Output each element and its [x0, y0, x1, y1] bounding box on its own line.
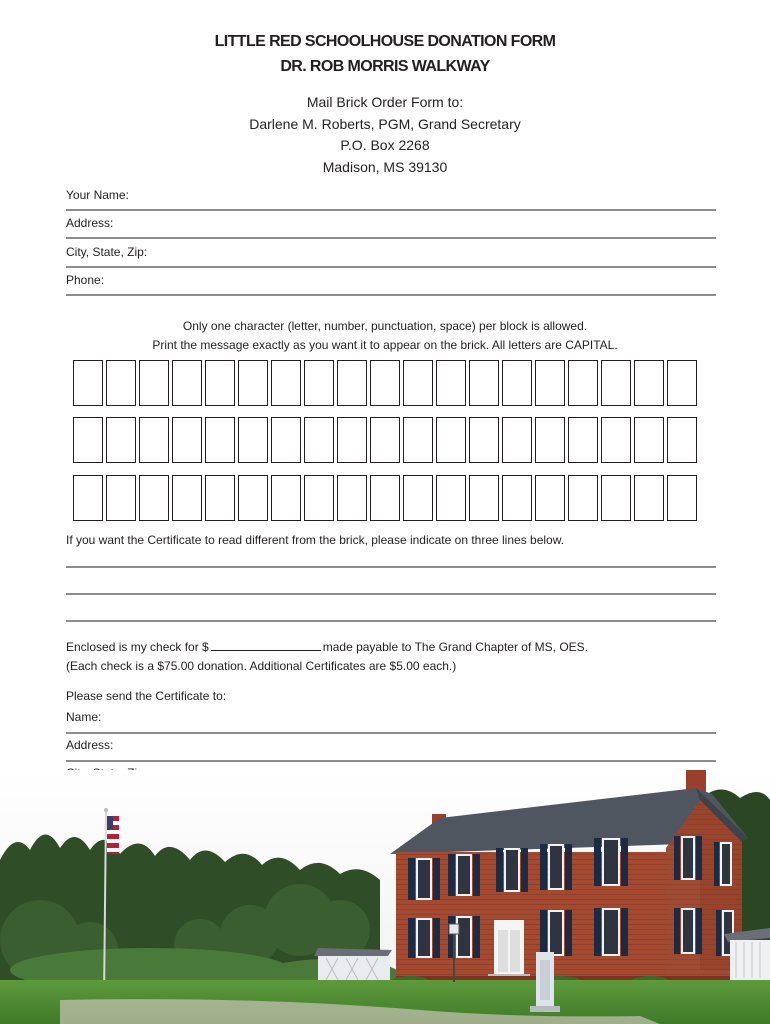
brick-character-box[interactable]: [106, 475, 136, 521]
mail-to-heading: Mail Brick Order Form to:: [306, 94, 464, 110]
your-name-line: [66, 209, 716, 211]
brick-character-box[interactable]: [667, 475, 697, 521]
brick-character-box[interactable]: [535, 417, 565, 463]
address-line: [66, 237, 716, 239]
brick-character-box[interactable]: [271, 417, 301, 463]
phone-line: [66, 294, 716, 296]
form-title: LITTLE RED SCHOOLHOUSE DONATION FORM: [214, 33, 556, 50]
brick-character-box[interactable]: [436, 417, 466, 463]
brick-row-2: [73, 417, 697, 463]
brick-character-box[interactable]: [271, 360, 301, 406]
brick-character-box[interactable]: [370, 360, 400, 406]
brick-character-box[interactable]: [601, 475, 631, 521]
brick-character-box[interactable]: [469, 360, 499, 406]
brick-character-box[interactable]: [271, 475, 301, 521]
city-state-zip-label: City, State, Zip:: [66, 245, 148, 259]
brick-character-box[interactable]: [535, 360, 565, 406]
brick-character-box[interactable]: [238, 360, 268, 406]
brick-character-box[interactable]: [106, 360, 136, 406]
mail-to-block: [0, 92, 770, 179]
brick-character-box[interactable]: [205, 475, 235, 521]
brick-character-box[interactable]: [403, 417, 433, 463]
brick-character-box[interactable]: [172, 417, 202, 463]
brick-row-1: [73, 360, 697, 406]
brick-character-box[interactable]: [502, 417, 532, 463]
brick-character-box[interactable]: [634, 360, 664, 406]
brick-character-box[interactable]: [634, 417, 664, 463]
brick-character-box[interactable]: [73, 475, 103, 521]
brick-character-box[interactable]: [172, 360, 202, 406]
payment-suffix: made payable to The Grand Chapter of MS, OES.: [322, 640, 588, 654]
your-name-field[interactable]: [66, 188, 716, 212]
brick-character-box[interactable]: [205, 417, 235, 463]
brick-character-box[interactable]: [370, 417, 400, 463]
brick-character-box[interactable]: [667, 417, 697, 463]
send-to-name-field[interactable]: [66, 710, 716, 734]
brick-character-box[interactable]: [403, 360, 433, 406]
address-field[interactable]: [66, 216, 716, 240]
front-door: [488, 920, 530, 980]
schoolhouse-photo: [0, 770, 770, 1024]
send-to-name-label: Name:: [66, 710, 102, 724]
send-to-name-line: [66, 732, 716, 734]
address-label: Address:: [66, 216, 114, 230]
brick-character-box[interactable]: [502, 360, 532, 406]
brick-character-box[interactable]: [172, 475, 202, 521]
certificate-line-3[interactable]: [66, 620, 716, 622]
payment-note: (Each check is a $75.00 donation. Additional Certificates are $5.00 each.): [66, 659, 457, 673]
brick-character-box[interactable]: [568, 360, 598, 406]
check-amount-blank[interactable]: [211, 639, 321, 651]
brick-character-box[interactable]: [634, 475, 664, 521]
brick-character-box[interactable]: [436, 360, 466, 406]
brick-character-box[interactable]: [139, 475, 169, 521]
brick-character-box[interactable]: [568, 417, 598, 463]
brick-character-box[interactable]: [601, 360, 631, 406]
instruction-line-1: Only one character (letter, number, punctuation, space) per block is allowed.: [182, 319, 588, 333]
payment-line: [66, 639, 588, 654]
brick-character-box[interactable]: [535, 475, 565, 521]
brick-character-box[interactable]: [337, 475, 367, 521]
brick-character-box[interactable]: [238, 475, 268, 521]
brick-character-box[interactable]: [436, 475, 466, 521]
city-state-zip-line: [66, 266, 716, 268]
brick-instructions: [0, 317, 770, 355]
phone-field[interactable]: [66, 273, 716, 297]
mail-to-city: Madison, MS 39130: [322, 159, 448, 176]
brick-character-box[interactable]: [502, 475, 532, 521]
brick-character-box[interactable]: [469, 475, 499, 521]
send-to-address-label: Address:: [66, 738, 114, 752]
certificate-line-1[interactable]: [66, 566, 716, 568]
form-subtitle: DR. ROB MORRIS WALKWAY: [280, 58, 490, 75]
your-name-label: Your Name:: [66, 188, 129, 202]
brick-character-box[interactable]: [403, 475, 433, 521]
certificate-line-2[interactable]: [66, 593, 716, 595]
instruction-line-2: Print the message exactly as you want it to appear on the brick. All letters are CAPITAL.: [152, 338, 618, 352]
brick-character-box[interactable]: [601, 417, 631, 463]
send-to-address-field[interactable]: [66, 738, 716, 762]
brick-character-box[interactable]: [139, 417, 169, 463]
brick-character-box[interactable]: [337, 417, 367, 463]
brick-character-box[interactable]: [469, 417, 499, 463]
brick-character-box[interactable]: [73, 417, 103, 463]
brick-character-box[interactable]: [73, 360, 103, 406]
brick-character-box[interactable]: [370, 475, 400, 521]
city-state-zip-field[interactable]: [66, 245, 716, 269]
payment-prefix: Enclosed is my check for $: [66, 640, 209, 654]
brick-character-box[interactable]: [304, 475, 334, 521]
brick-character-box[interactable]: [106, 417, 136, 463]
mail-to-box: P.O. Box 2268: [340, 137, 430, 154]
brick-character-box[interactable]: [205, 360, 235, 406]
brick-character-box[interactable]: [238, 417, 268, 463]
brick-character-box[interactable]: [667, 360, 697, 406]
phone-label: Phone:: [66, 273, 105, 287]
shed: [314, 948, 392, 982]
brick-character-box[interactable]: [337, 360, 367, 406]
certificate-note: If you want the Certificate to read different from the brick, please indicate on three lines below.: [66, 533, 565, 547]
mail-to-name: Darlene M. Roberts, PGM, Grand Secretary: [249, 115, 521, 132]
schoolhouse-illustration: [0, 770, 770, 1024]
brick-character-box[interactable]: [568, 475, 598, 521]
brick-row-3: [73, 475, 697, 521]
send-to-address-line: [66, 760, 716, 762]
brick-character-box[interactable]: [139, 360, 169, 406]
brick-character-box[interactable]: [304, 360, 334, 406]
brick-character-box[interactable]: [304, 417, 334, 463]
send-to-heading: Please send the Certificate to:: [66, 689, 227, 703]
